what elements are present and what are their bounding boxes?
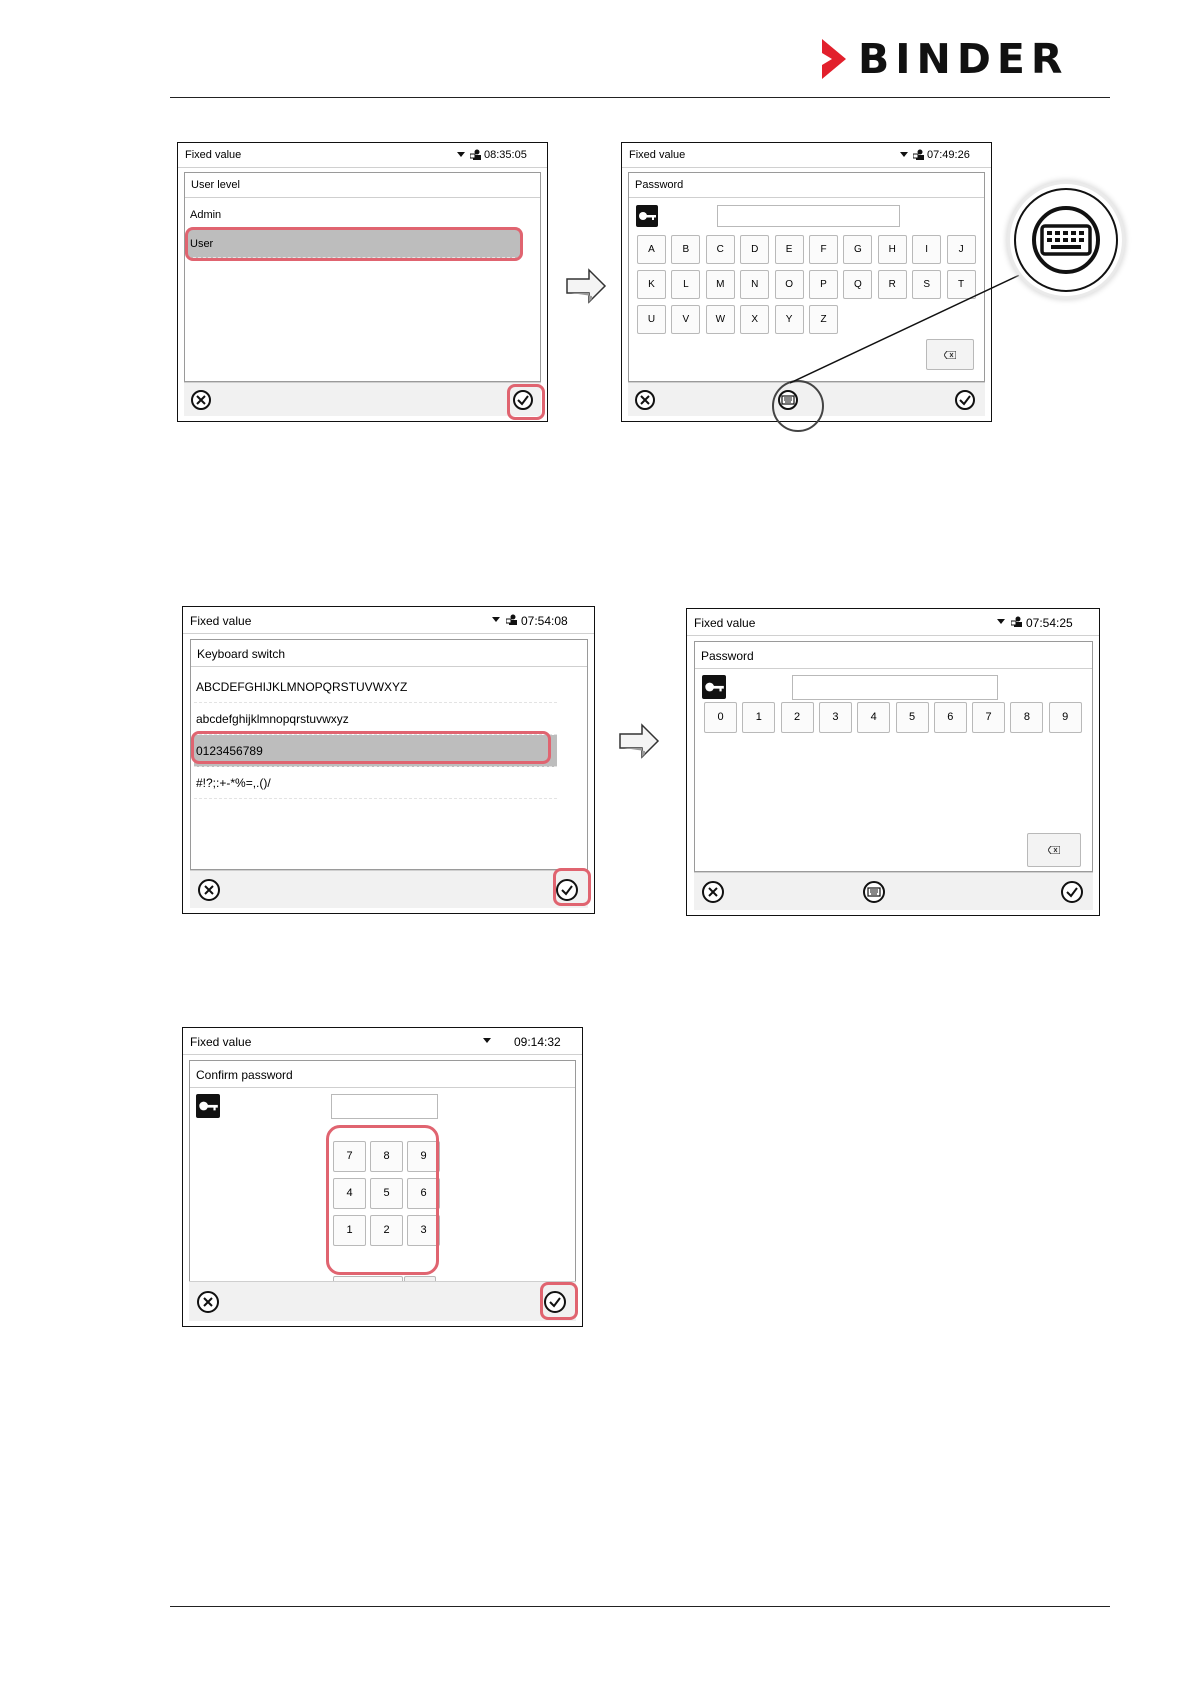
key-q[interactable]: Q <box>843 270 872 299</box>
status-bar <box>183 607 594 634</box>
key-o[interactable]: O <box>775 270 804 299</box>
digit-key-6[interactable]: 6 <box>934 702 967 733</box>
status-bar <box>687 609 1099 636</box>
panel-header: Password <box>695 642 1092 669</box>
key-h[interactable]: H <box>878 235 907 264</box>
numpad-key-6[interactable]: 6 <box>407 1178 440 1209</box>
confirm-icon[interactable] <box>1061 881 1083 903</box>
panel-header: Keyboard switch <box>191 640 587 667</box>
status-bar <box>178 143 547 168</box>
callout-line <box>790 268 1030 388</box>
binder-logo <box>820 34 1069 83</box>
backspace-icon <box>1048 846 1060 854</box>
key-l[interactable]: L <box>671 270 700 299</box>
status-time: 08:35:05 <box>484 149 527 161</box>
footer-bar <box>694 872 1093 910</box>
logo-mark-icon <box>820 39 848 79</box>
dropdown-arrow-icon[interactable] <box>997 619 1005 624</box>
user-lock-icon <box>913 149 925 160</box>
status-title: Fixed value <box>185 149 242 161</box>
digit-key-5[interactable]: 5 <box>896 702 929 733</box>
status-title: Fixed value <box>190 614 252 628</box>
password-panel <box>694 641 1093 872</box>
status-title: Fixed value <box>190 1035 252 1049</box>
header-rule <box>170 97 1110 98</box>
footer-bar <box>190 870 588 908</box>
digit-key-7[interactable]: 7 <box>972 702 1005 733</box>
key-u[interactable]: U <box>637 305 666 334</box>
digit-key-9[interactable]: 9 <box>1049 702 1082 733</box>
backspace-key[interactable] <box>1027 833 1081 867</box>
key-c[interactable]: C <box>706 235 735 264</box>
key-i[interactable]: I <box>912 235 941 264</box>
dropdown-arrow-icon[interactable] <box>900 152 908 157</box>
digit-key-0[interactable]: 0 <box>704 702 737 733</box>
digit-key-3[interactable]: 3 <box>819 702 852 733</box>
dropdown-arrow-icon[interactable] <box>483 1038 491 1043</box>
key-r[interactable]: R <box>878 270 907 299</box>
key-z[interactable]: Z <box>809 305 838 334</box>
key-b[interactable]: B <box>671 235 700 264</box>
list-item-lowercase[interactable]: abcdefghijklmnopqrstuvwxyz <box>194 703 557 735</box>
key-w[interactable]: W <box>706 305 735 334</box>
list-item-admin[interactable]: Admin <box>188 201 520 229</box>
list-item-uppercase[interactable]: ABCDEFGHIJKLMNOPQRSTUVWXYZ <box>194 671 557 703</box>
user-lock-icon <box>506 614 518 625</box>
list-item-digits[interactable]: 0123456789 <box>194 735 557 767</box>
password-input[interactable] <box>792 675 998 700</box>
status-bar <box>183 1028 582 1055</box>
key-x[interactable]: X <box>740 305 769 334</box>
highlight-numpad <box>326 1125 439 1275</box>
key-icon <box>702 675 726 699</box>
key-k[interactable]: K <box>637 270 666 299</box>
numpad-key-1[interactable]: 1 <box>333 1215 366 1246</box>
screen-user-level <box>177 142 548 422</box>
key-a[interactable]: A <box>637 235 666 264</box>
footer-bar <box>189 1281 576 1321</box>
key-y[interactable]: Y <box>775 305 804 334</box>
password-input[interactable] <box>717 205 900 227</box>
user-level-panel <box>184 172 541 382</box>
numpad-key-8[interactable]: 8 <box>370 1141 403 1172</box>
status-title: Fixed value <box>629 149 686 161</box>
list-item-symbols[interactable]: #!?;:+-*%=,.()/ <box>194 767 557 799</box>
footer-bar <box>184 382 541 416</box>
keyboard-icon-large <box>1016 190 1116 290</box>
status-time: 07:54:25 <box>1026 616 1073 630</box>
status-bar <box>622 143 991 168</box>
numpad-key-3[interactable]: 3 <box>407 1215 440 1246</box>
key-g[interactable]: G <box>843 235 872 264</box>
cancel-icon[interactable] <box>198 879 220 901</box>
logo-text: BINDER <box>858 34 1069 83</box>
key-j[interactable]: J <box>947 235 976 264</box>
key-v[interactable]: V <box>671 305 700 334</box>
key-n[interactable]: N <box>740 270 769 299</box>
highlight-confirm <box>507 384 545 420</box>
highlight-digits <box>191 731 551 764</box>
key-t[interactable]: T <box>947 270 976 299</box>
numpad-key-9[interactable]: 9 <box>407 1141 440 1172</box>
digit-key-2[interactable]: 2 <box>781 702 814 733</box>
arrow-right-icon <box>565 268 607 304</box>
dropdown-arrow-icon[interactable] <box>492 617 500 622</box>
cancel-icon[interactable] <box>191 390 211 410</box>
panel-header: Confirm password <box>190 1061 575 1088</box>
numpad-key-2[interactable]: 2 <box>370 1215 403 1246</box>
footer-rule <box>170 1606 1110 1607</box>
status-time: 09:14:32 <box>514 1035 561 1049</box>
panel-header: User level <box>185 173 540 198</box>
keyboard-magnifier <box>1010 184 1122 296</box>
numpad-key-4[interactable]: 4 <box>333 1178 366 1209</box>
keyboard-icon[interactable] <box>863 881 885 903</box>
highlight-confirm <box>540 1282 578 1320</box>
confirm-icon[interactable] <box>955 390 975 410</box>
list-item-user[interactable]: User <box>188 230 520 258</box>
cancel-icon[interactable] <box>197 1291 219 1313</box>
user-lock-icon <box>470 149 482 160</box>
password-input[interactable] <box>331 1094 438 1119</box>
key-p[interactable]: P <box>809 270 838 299</box>
status-time: 07:49:26 <box>927 149 970 161</box>
digit-key-1[interactable]: 1 <box>742 702 775 733</box>
digit-key-4[interactable]: 4 <box>857 702 890 733</box>
highlight-confirm <box>553 868 591 906</box>
key-icon <box>636 205 658 227</box>
key-f[interactable]: F <box>809 235 838 264</box>
cancel-icon[interactable] <box>635 390 655 410</box>
digit-key-8[interactable]: 8 <box>1010 702 1043 733</box>
key-e[interactable]: E <box>775 235 804 264</box>
screen-password-digits <box>686 608 1100 916</box>
status-title: Fixed value <box>694 616 756 630</box>
key-icon <box>196 1094 220 1118</box>
dropdown-arrow-icon[interactable] <box>457 152 465 157</box>
key-s[interactable]: S <box>912 270 941 299</box>
highlight-user <box>185 227 523 261</box>
numpad-key-7[interactable]: 7 <box>333 1141 366 1172</box>
status-time: 07:54:08 <box>521 614 568 628</box>
panel-header: Password <box>629 173 984 198</box>
user-lock-icon <box>1011 616 1023 627</box>
cancel-icon[interactable] <box>702 881 724 903</box>
numpad-key-5[interactable]: 5 <box>370 1178 403 1209</box>
arrow-right-icon <box>618 723 660 759</box>
key-d[interactable]: D <box>740 235 769 264</box>
key-m[interactable]: M <box>706 270 735 299</box>
